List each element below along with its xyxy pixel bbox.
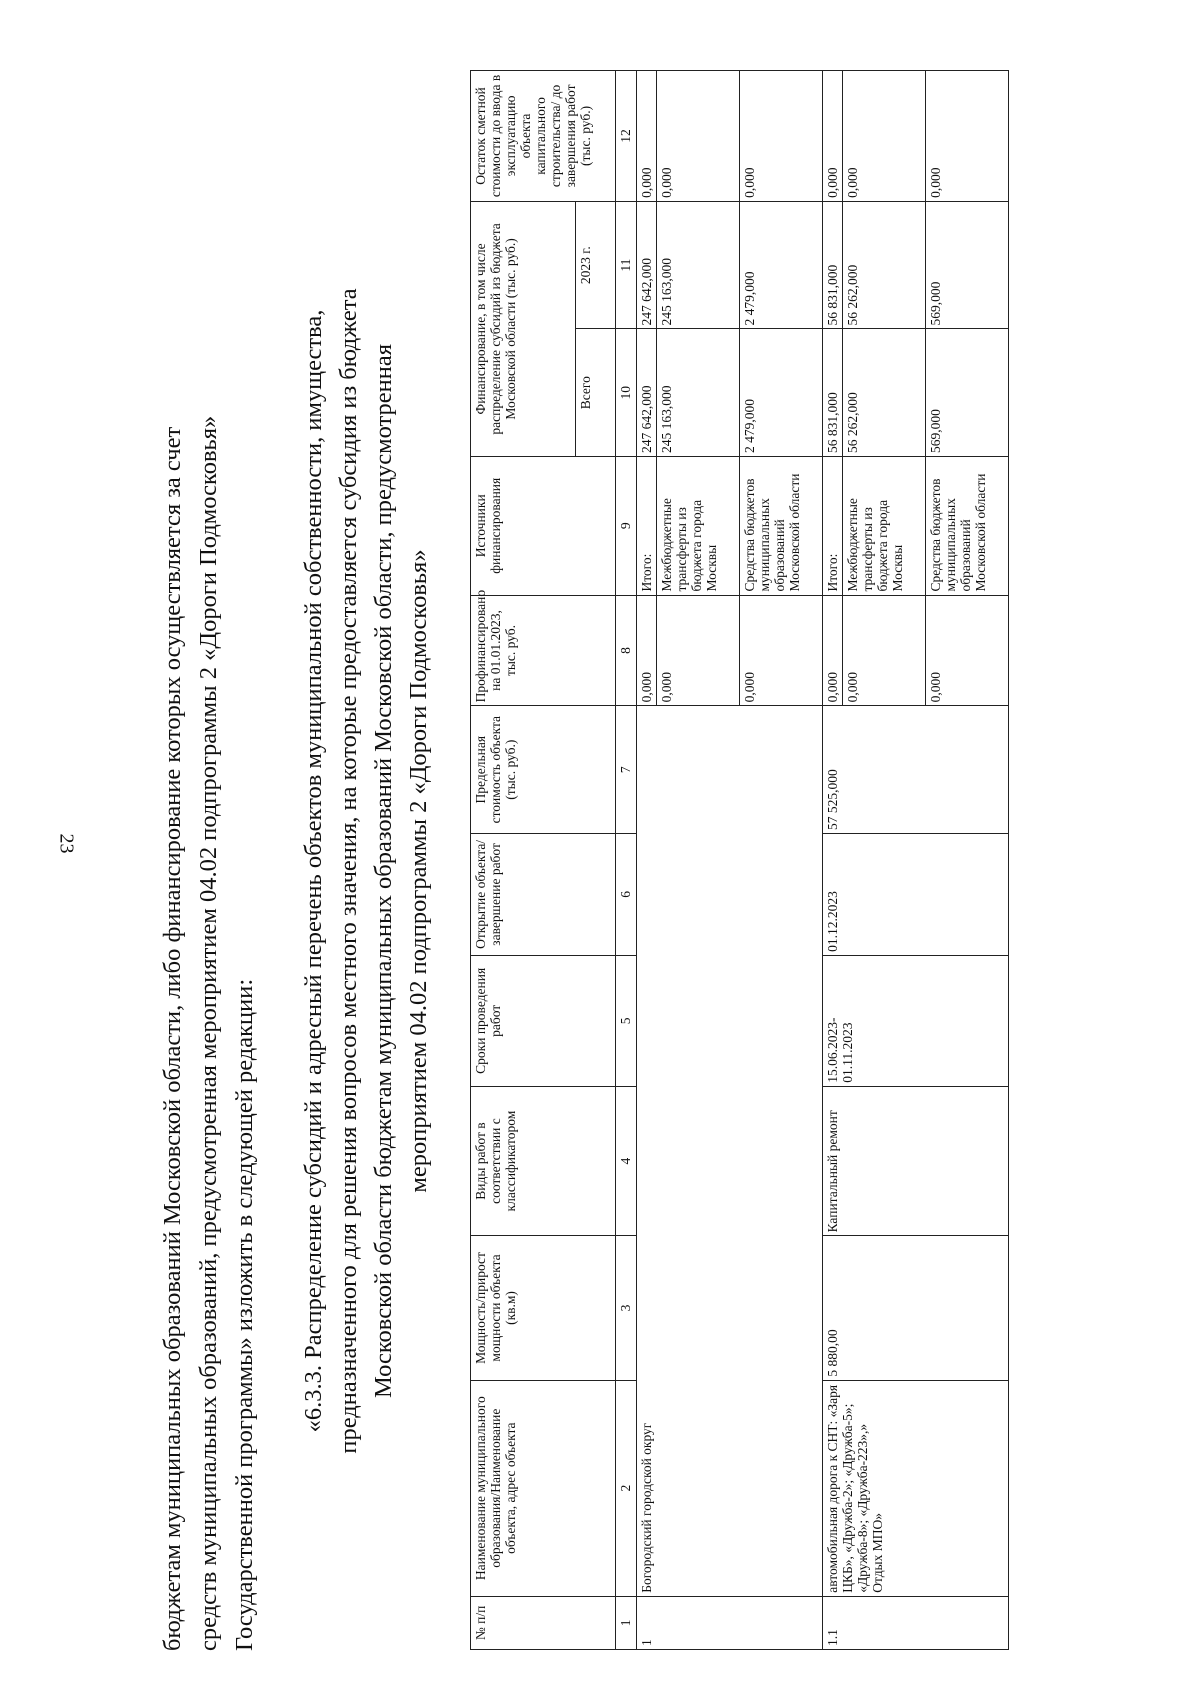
intro-paragraph — [155, 91, 263, 1651]
title-line: «6.3.3. Распределение субсидий и адресный перечень объектов муниципальной собственности, имущества, — [300, 309, 327, 1433]
total-cell: 56 262,000 — [843, 329, 926, 457]
max-cost-cell: 57 525,000 — [823, 706, 1009, 834]
rest-cell: 0,000 — [843, 71, 926, 202]
source-cell: Средства бюджетов муниципальных образований Московской области — [926, 456, 1009, 595]
header-cell: Мощность/прирост мощности объекта (кв.м) — [471, 1236, 616, 1380]
column-number: 8 — [616, 595, 637, 706]
header-cell: Остаток сметной стоимости до ввода в эксплуатацию объекта капитального строительства/ до завершения работ (тыс. руб.) — [471, 71, 616, 202]
column-number: 2 — [616, 1380, 637, 1596]
section-title — [296, 91, 436, 1651]
header-cell: Сроки проведения работ — [471, 955, 616, 1086]
source-cell: Средства бюджетов муниципальных образований Московской области — [740, 456, 823, 595]
total-cell: 245 163,000 — [657, 329, 740, 457]
table-row — [637, 71, 657, 1650]
source-cell: Межбюджетные трансферты из бюджета города Москвы — [843, 456, 926, 595]
column-number: 5 — [616, 955, 637, 1086]
header-cell: Наименование муниципального образования/Наименование объекта, адрес объекта — [471, 1380, 616, 1596]
funded-cell: 0,000 — [843, 595, 926, 706]
title-line: мероприятием 04.02 подпрограммы 2 «Дороги Подмосковья» — [405, 549, 432, 1193]
header-cell: Источники финансирования — [471, 456, 616, 595]
rest-cell: 0,000 — [823, 71, 843, 202]
rest-cell: 0,000 — [926, 71, 1009, 202]
period-cell: 15.06.2023-01.11.2023 — [823, 955, 1009, 1086]
work-type-cell: Капитальный ремонт — [823, 1086, 1009, 1236]
header-row — [471, 71, 576, 1650]
column-number: 7 — [616, 706, 637, 834]
funded-cell: 0,000 — [657, 595, 740, 706]
subsidy-table-wrapper — [470, 70, 1160, 1650]
funded-cell: 0,000 — [823, 595, 843, 706]
subsidy-table — [470, 70, 1009, 1650]
row-number: 1 — [637, 1596, 823, 1649]
funded-cell: 0,000 — [637, 595, 657, 706]
intro-line: средств муниципальных образований, предусмотренная мероприятием 04.02 подпрограммы 2 «Дороги Подмосковья» — [195, 415, 222, 1651]
total-cell: 569,000 — [926, 329, 1009, 457]
table-row — [823, 71, 843, 1650]
total-cell: 56 831,000 — [823, 329, 843, 457]
rest-cell: 0,000 — [657, 71, 740, 202]
column-number-row — [616, 71, 637, 1650]
header-cell: Открытие объекта/ завершение работ — [471, 833, 616, 955]
column-number: 3 — [616, 1236, 637, 1380]
column-number: 11 — [616, 201, 637, 329]
capacity-cell: 5 880,00 — [823, 1236, 1009, 1380]
funded-cell: 0,000 — [926, 595, 1009, 706]
header-cell: Виды работ в соответствии с классификатором — [471, 1086, 616, 1236]
intro-line: бюджетам муниципальных образований Московской области, либо финансирование которых осуществляется за счет — [159, 426, 186, 1651]
header-cell: № п/п — [471, 1596, 616, 1649]
year-cell: 56 262,000 — [843, 201, 926, 329]
year-cell: 2 479,000 — [740, 201, 823, 329]
header-cell: Всего — [576, 329, 616, 457]
municipality-name: Богородский городской округ — [637, 706, 823, 1596]
year-cell: 247 642,000 — [637, 201, 657, 329]
total-cell: 247 642,000 — [637, 329, 657, 457]
rest-cell: 0,000 — [740, 71, 823, 202]
year-cell: 569,000 — [926, 201, 1009, 329]
intro-line: Государственной программы» изложить в следующей редакции: — [231, 978, 258, 1651]
column-number: 12 — [616, 71, 637, 202]
funded-cell: 0,000 — [740, 595, 823, 706]
column-number: 10 — [616, 329, 637, 457]
header-cell: Финансирование, в том числе распределение субсидий из бюджета Московской области (тыс. руб.) — [471, 201, 576, 456]
total-cell: 2 479,000 — [740, 329, 823, 457]
page-number: 23 — [55, 833, 78, 854]
year-cell: 56 831,000 — [823, 201, 843, 329]
source-cell: Итого: — [823, 456, 843, 595]
column-number: 6 — [616, 833, 637, 955]
header-cell: Предельная стоимость объекта (тыс. руб.) — [471, 706, 616, 834]
header-cell: Профинансировано на 01.01.2023, тыс. руб. — [471, 595, 616, 706]
rest-cell: 0,000 — [637, 71, 657, 202]
object-name: автомобильная дорога к СНТ: «Заря ЦКБ», «Дружба-2»; «Дружба-5»; «Дружба-8»; «Дружба-223»,» Отдых МПО» — [823, 1380, 1009, 1596]
title-line: предназначенного для решения вопросов местного значения, на которые предоставляется субсидия из бюджета — [335, 288, 362, 1454]
column-number: 4 — [616, 1086, 637, 1236]
column-number: 1 — [616, 1596, 637, 1649]
source-cell: Итого: — [637, 456, 657, 595]
completion-cell: 01.12.2023 — [823, 833, 1009, 955]
year-cell: 245 163,000 — [657, 201, 740, 329]
row-number: 1.1 — [823, 1596, 1009, 1649]
header-cell: 2023 г. — [576, 201, 616, 329]
source-cell: Межбюджетные трансферты из бюджета города Москвы — [657, 456, 740, 595]
column-number: 9 — [616, 456, 637, 595]
title-line: Московской области бюджетам муниципальных образований Московской области, предусмотренная — [370, 343, 397, 1399]
